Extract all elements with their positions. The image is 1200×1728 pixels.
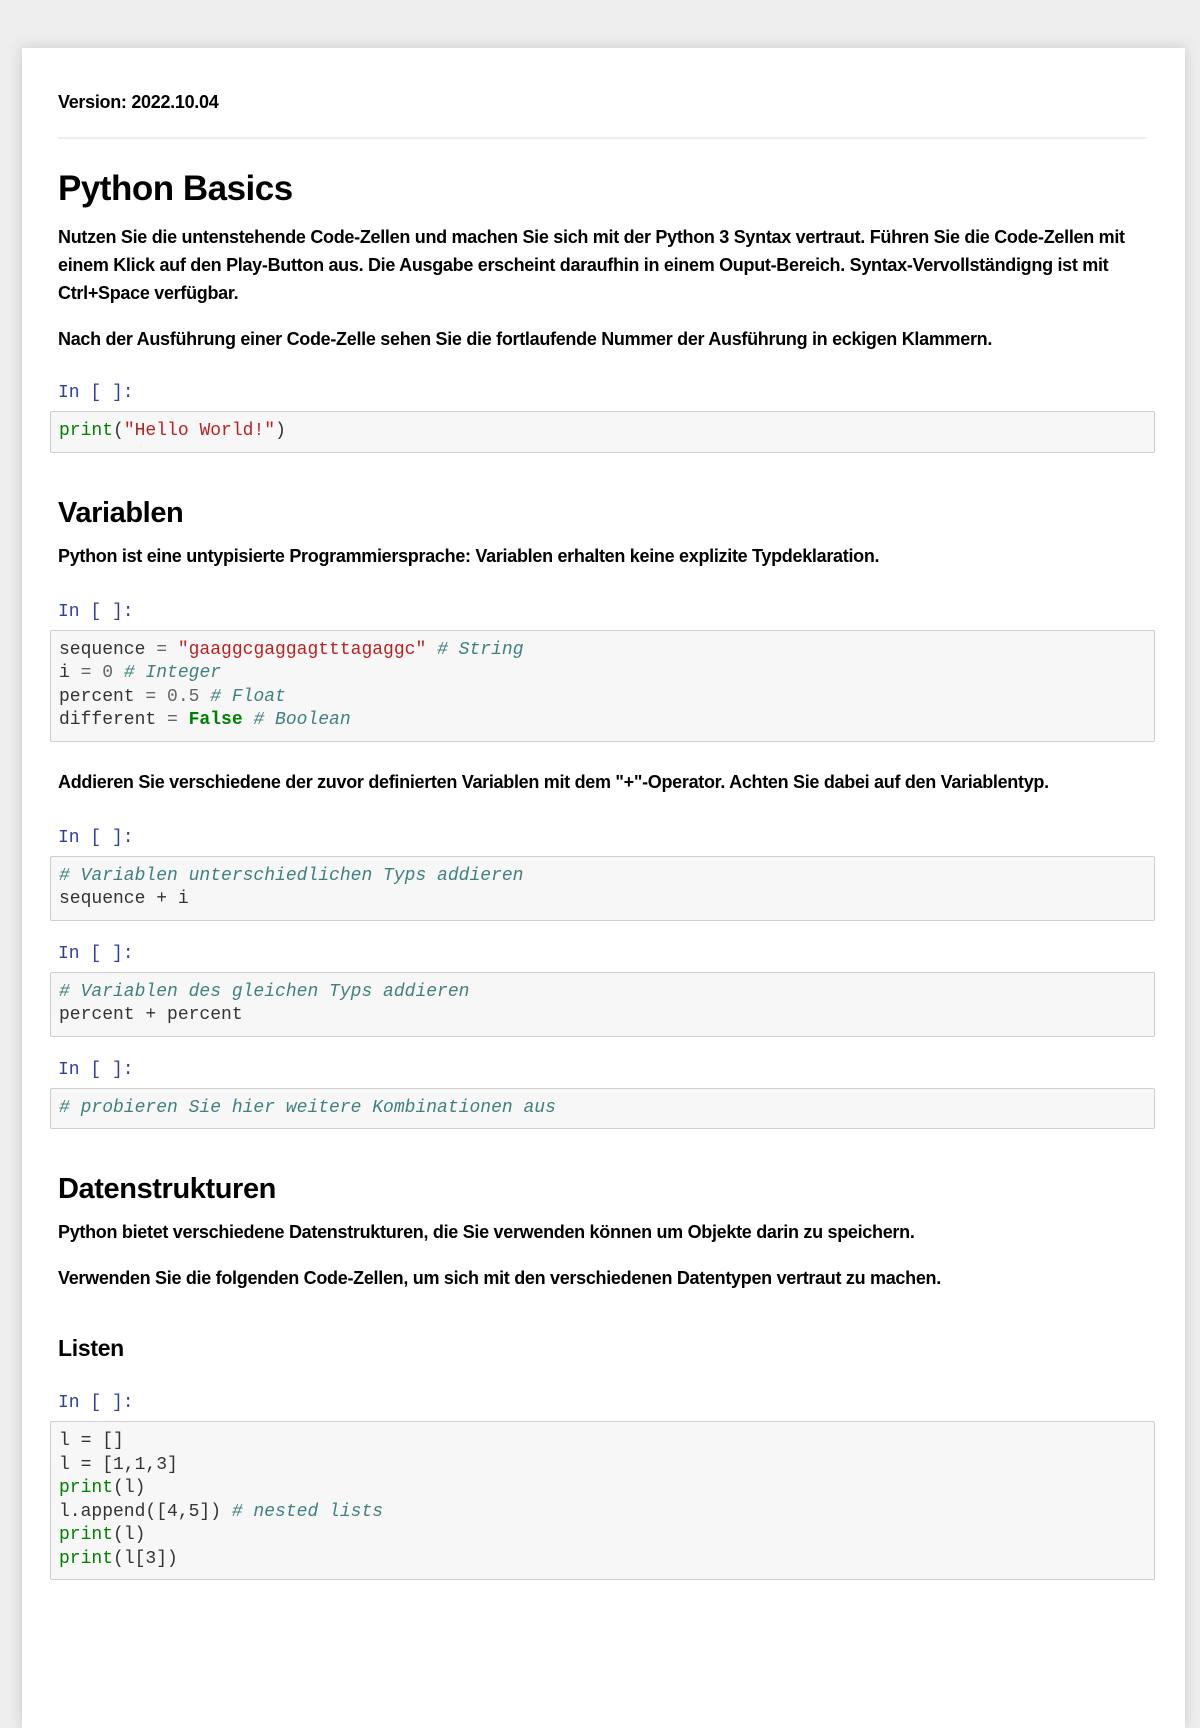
- notebook-content: [58, 91, 1147, 1580]
- code-cell-hello[interactable]: print("Hello World!"): [50, 411, 1155, 453]
- cell-prompt: In [ ]:: [58, 1393, 134, 1413]
- cell-prompt: In [ ]:: [58, 1059, 134, 1080]
- code-cell-try-more[interactable]: # probieren Sie hier weitere Kombinationen aus: [50, 1088, 1155, 1130]
- divider: [58, 137, 1147, 139]
- heading-variablen: Variablen: [58, 496, 184, 529]
- code-cell-lists[interactable]: l = [] l = [1,1,3] print(l) l.append([4,5]) # nested lists print(l) print(l[3]): [50, 1421, 1155, 1580]
- cell-prompt: In [ ]:: [58, 601, 134, 622]
- code-cell-variables[interactable]: sequence = "gaaggcgaggagtttagaggc" # String i = 0 # Integer percent = 0.5 # Float different = False # Boolean: [50, 630, 1155, 742]
- cell-prompt: In [ ]:: [58, 943, 134, 964]
- datenstrukturen-paragraph-1: Python bietet verschiedene Datenstrukturen, die Sie verwenden können um Objekte darin zu speichern.: [58, 1222, 915, 1242]
- heading-datenstrukturen: Datenstrukturen: [58, 1173, 276, 1205]
- intro-paragraph-2: Nach der Ausführung einer Code-Zelle sehen Sie die fortlaufende Nummer der Ausführung in eckigen Klammern.: [58, 329, 993, 349]
- page-title: Python Basics: [58, 169, 293, 208]
- datenstrukturen-paragraph-2: Verwenden Sie die folgenden Code-Zellen, um sich mit den verschiedenen Datentypen vertraut zu machen.: [58, 1268, 941, 1288]
- notebook-container: [22, 48, 1185, 1728]
- code-cell-add-different[interactable]: # Variablen unterschiedlichen Typs addieren sequence + i: [50, 856, 1155, 921]
- heading-listen: Listen: [58, 1335, 124, 1361]
- cell-prompt: In [ ]:: [58, 827, 134, 848]
- version-label: Version: 2022.10.04: [58, 92, 219, 112]
- cell-prompt: In [ ]:: [58, 383, 134, 403]
- variablen-paragraph-2: Addieren Sie verschiedene der zuvor definierten Variablen mit dem "+"-Operator. Achten Sie dabei auf den Variablentyp.: [58, 771, 1049, 792]
- variablen-paragraph-1: Python ist eine untypisierte Programmiersprache: Variablen erhalten keine explizite Typdeklaration.: [58, 545, 880, 566]
- code-cell-add-same[interactable]: # Variablen des gleichen Typs addieren percent + percent: [50, 972, 1155, 1037]
- intro-paragraph-1: Nutzen Sie die untenstehende Code-Zellen und machen Sie sich mit der Python 3 Syntax vertraut. Führen Sie die Code-Zellen mit einem Klick auf den Play-Button aus. Die Ausgabe erscheint daraufhin in einem Ouput-Bereich. Syntax-Vervollständigng ist mit Ctrl+Space verfügbar.: [58, 227, 1125, 303]
